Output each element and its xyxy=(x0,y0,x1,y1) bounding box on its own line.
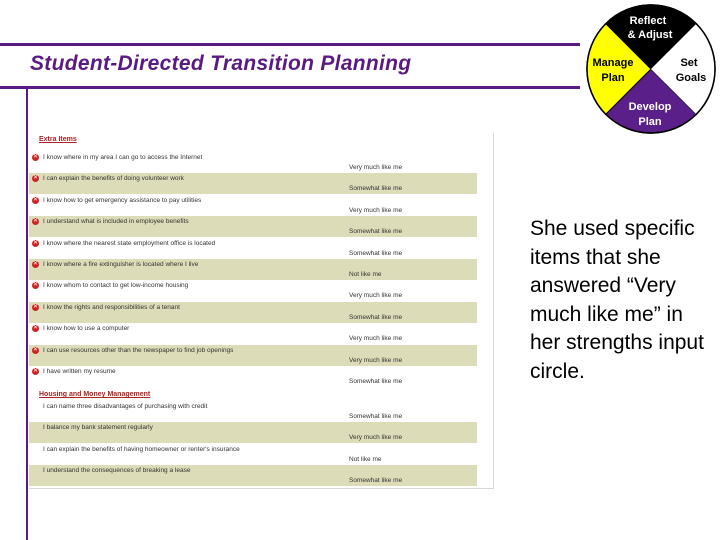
survey-row xyxy=(29,195,477,216)
survey-row xyxy=(29,323,477,344)
survey-question: I know where the nearest state employment office is located xyxy=(43,239,216,247)
survey-question: I can explain the benefits of having homeowner or renter's insurance xyxy=(43,445,240,453)
survey-answer: Somewhat like me xyxy=(349,413,403,420)
survey-row xyxy=(29,280,477,301)
survey-question: I can explain the benefits of doing volunteer work xyxy=(43,175,184,183)
survey-question: I know where in my area I can go to access the Internet xyxy=(43,154,203,161)
survey-answer: Very much like me xyxy=(349,292,403,300)
survey-row xyxy=(29,259,477,280)
survey-question: I know how to get emergency assistance to pay utilities xyxy=(43,196,202,204)
cycle-right-line2: Goals xyxy=(675,72,707,84)
survey-answer: Very much like me xyxy=(349,434,403,442)
marked-item-icon: ✕ xyxy=(32,239,39,246)
title-bottom-rule xyxy=(0,86,580,89)
survey-answer: Somewhat like me xyxy=(349,378,403,385)
survey-row xyxy=(29,238,477,259)
cycle-bottom-line1: Develop xyxy=(628,101,672,113)
survey-question: I know where a fire extinguisher is located where I live xyxy=(43,261,199,268)
survey-question: I know whom to contact to get low-income housing xyxy=(43,282,189,290)
survey-row xyxy=(29,216,477,237)
survey-answer: Somewhat like me xyxy=(349,249,403,257)
survey-answer: Not like me xyxy=(349,271,382,278)
planning-cycle-svg xyxy=(584,2,718,136)
survey-row xyxy=(29,366,477,387)
marked-item-icon: ✕ xyxy=(32,346,39,353)
survey-screenshot xyxy=(29,133,494,489)
survey-answer: Not like me xyxy=(349,455,382,463)
marked-item-icon: ✕ xyxy=(32,303,39,310)
survey-answer: Somewhat like me xyxy=(349,477,403,485)
survey-answer: Very much like me xyxy=(349,356,403,364)
cycle-top-line2: & Adjust xyxy=(627,29,673,41)
survey-row xyxy=(29,465,477,486)
survey-answer: Very much like me xyxy=(349,335,403,343)
marked-item-icon: ✕ xyxy=(32,218,39,225)
survey-answer: Somewhat like me xyxy=(349,313,403,321)
cycle-left-line2: Plan xyxy=(601,72,625,84)
survey-row xyxy=(29,173,477,194)
survey-question: I balance my bank statement regularly xyxy=(43,424,153,432)
marked-item-icon: ✕ xyxy=(32,196,39,203)
survey-question: I can use resources other than the newspaper to find job openings xyxy=(43,346,234,354)
survey-answer: Very much like me xyxy=(349,206,403,214)
survey-row xyxy=(29,444,477,465)
survey-question: I know how to use a computer xyxy=(43,325,130,333)
slide-title: Student-Directed Transition Planning xyxy=(30,52,412,75)
slide-description: She used specific items that she answered “Very much like me” in her strengths input circle. xyxy=(530,217,704,383)
survey-question: I understand what is included in employee benefits xyxy=(43,218,189,226)
cycle-right-line1: Set xyxy=(680,57,698,69)
section-heading-extra-items: Extra Items xyxy=(39,136,77,143)
survey-question: I understand the consequences of breaking a lease xyxy=(43,467,191,475)
marked-item-icon: ✕ xyxy=(32,175,39,182)
survey-row xyxy=(29,152,477,173)
marked-item-icon: ✕ xyxy=(32,154,39,160)
survey-row xyxy=(29,422,477,443)
survey-answer: Somewhat like me xyxy=(349,228,403,236)
marked-item-icon: ✕ xyxy=(32,368,39,374)
left-accent-line xyxy=(26,89,28,540)
survey-question: I know the rights and responsibilities of a tenant xyxy=(43,303,180,311)
survey-row xyxy=(29,345,477,366)
planning-cycle-diagram xyxy=(584,2,718,136)
marked-item-icon: ✕ xyxy=(32,261,39,267)
cycle-top-line1: Reflect xyxy=(629,15,667,27)
title-top-rule xyxy=(0,43,580,46)
cycle-left-line1: Manage xyxy=(592,57,634,69)
survey-row xyxy=(29,401,477,422)
survey-row xyxy=(29,302,477,323)
cycle-bottom-line2: Plan xyxy=(638,116,662,128)
section-heading-housing: Housing and Money Management xyxy=(39,391,151,398)
survey-question: I can name three disadvantages of purchasing with credit xyxy=(43,403,208,410)
marked-item-icon: ✕ xyxy=(32,282,39,289)
marked-item-icon: ✕ xyxy=(32,325,39,332)
survey-question: I have written my resume xyxy=(43,368,116,375)
survey-answer: Very much like me xyxy=(349,164,403,171)
survey-answer: Somewhat like me xyxy=(349,185,403,193)
